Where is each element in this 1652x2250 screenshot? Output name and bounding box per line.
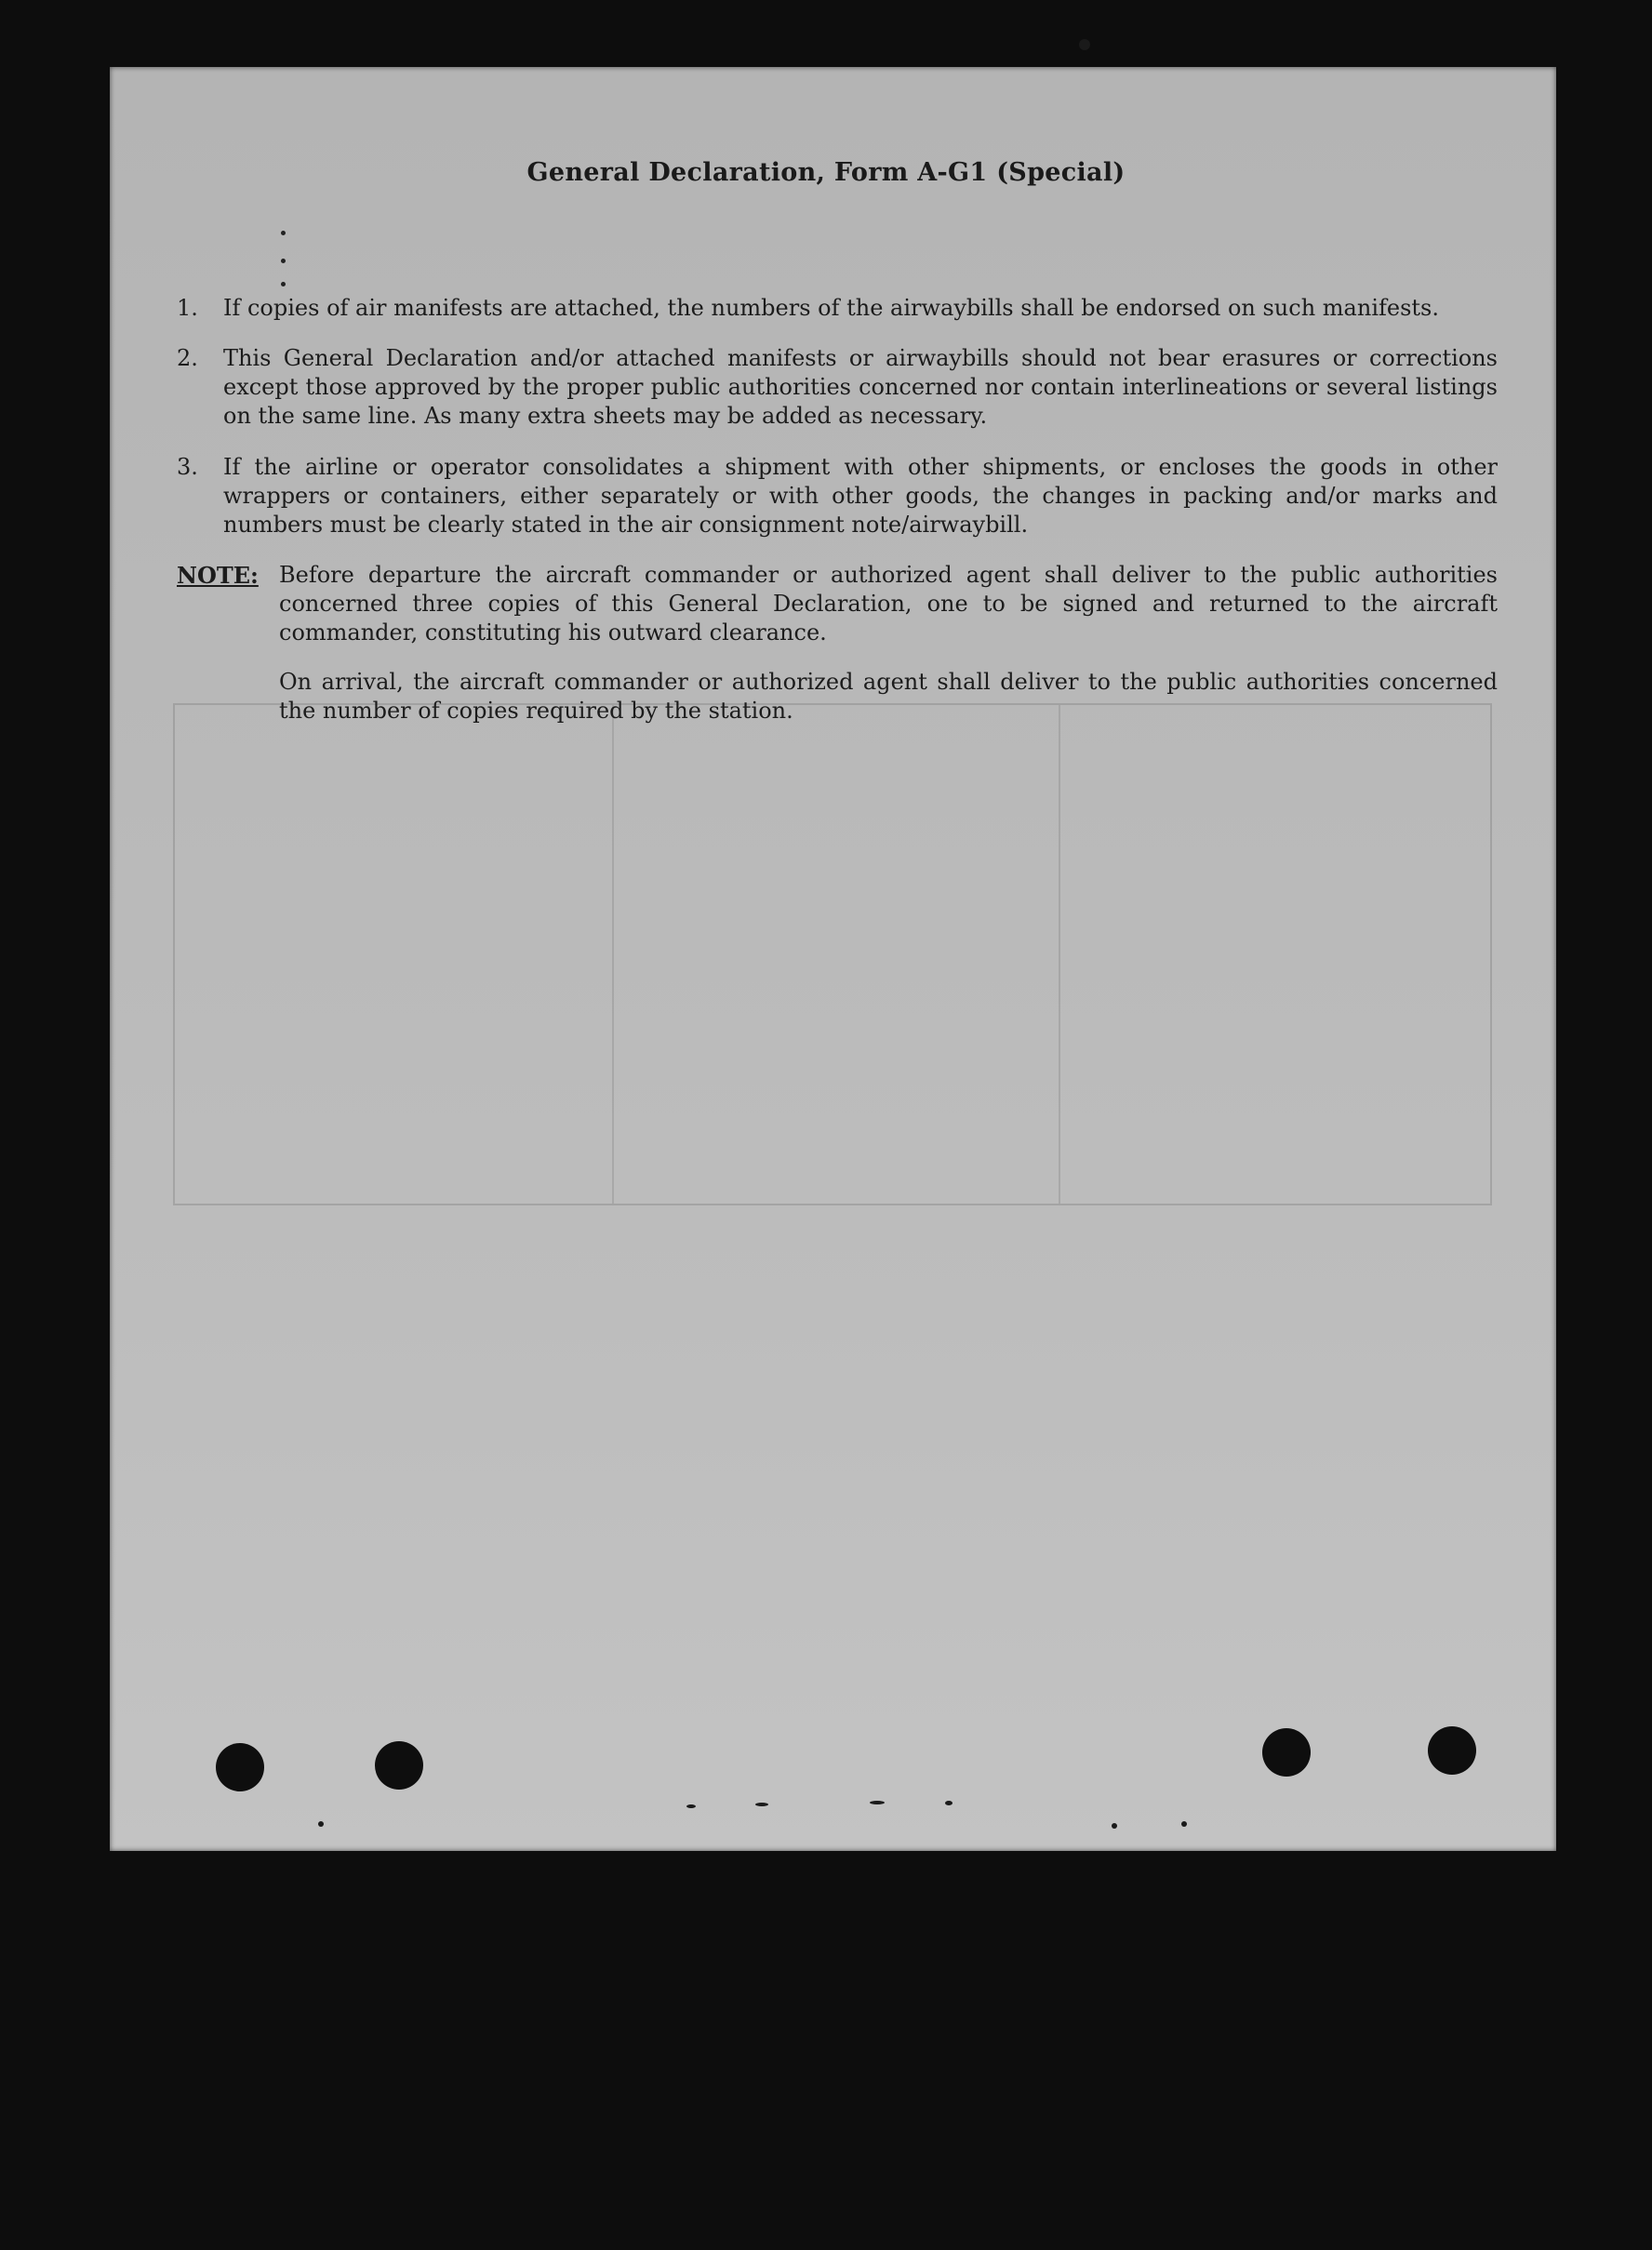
instruction-item-2: [177, 344, 1498, 431]
note-paragraph-1: Before departure the aircraft commander or authorized agent shall deliver to the public authorities concerned three copies of this General Declaration, one to be signed and returned to the aircraft commander, constituting his outward clearance.: [279, 562, 1498, 646]
scan-speck: [318, 1821, 324, 1827]
item-number: 2.: [177, 345, 198, 371]
page-title: General Declaration, Form A-G1 (Special): [526, 158, 1126, 187]
bleed-through-divider: [612, 705, 614, 1204]
note-section-continued: [177, 668, 1498, 726]
margin-mark: [281, 259, 286, 263]
item-number: 1.: [177, 295, 198, 321]
scan-speck: [686, 1804, 696, 1808]
note-label: NOTE:: [177, 562, 259, 589]
item-text: If copies of air manifests are attached, the numbers of the airwaybills shall be endorsed on such manifests.: [223, 295, 1439, 321]
margin-mark: [281, 282, 286, 286]
scan-speck: [1079, 39, 1090, 50]
punch-hole: [1428, 1726, 1476, 1775]
bleed-through-divider: [1059, 705, 1060, 1204]
instruction-item-1: [177, 294, 1498, 323]
note-section: [177, 561, 1498, 647]
scan-speck: [945, 1801, 953, 1805]
item-number: 3.: [177, 454, 198, 480]
punch-hole: [1262, 1728, 1311, 1777]
punch-hole: [216, 1743, 264, 1791]
punch-hole: [375, 1741, 423, 1790]
scan-speck: [1181, 1821, 1187, 1827]
scan-speck: [755, 1803, 768, 1806]
item-text: If the airline or operator consolidates a shipment with other shipments, or encloses the goods in other wrappers or containers, either separately or with other goods, the changes in packing and/or marks and numbers must be clearly stated in the air consignment note/airwaybill.: [223, 454, 1498, 538]
bleed-through-table: [173, 703, 1492, 1205]
instruction-item-3: [177, 453, 1498, 539]
item-text: This General Declaration and/or attached manifests or airwaybills should not bear erasures or corrections except those approved by the proper public authorities concerned nor contain interlineations or several listings on the same line. As many extra sheets may be added as necessary.: [223, 345, 1498, 429]
margin-mark: [281, 231, 286, 235]
note-paragraph-2: On arrival, the aircraft commander or authorized agent shall deliver to the public authorities concerned the number of copies required by the station.: [279, 669, 1498, 724]
scan-speck: [870, 1801, 885, 1804]
scan-speck: [1112, 1823, 1117, 1829]
